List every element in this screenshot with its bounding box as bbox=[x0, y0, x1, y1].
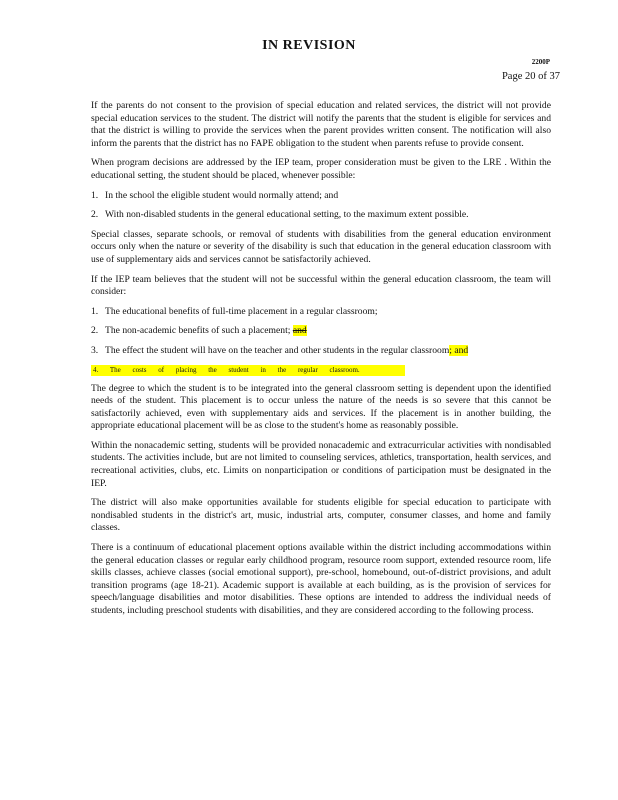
list-number: 2. bbox=[91, 325, 99, 337]
page-number: Page 20 of 37 bbox=[501, 71, 560, 82]
paragraph-nonacademic-setting: Within the nonacademic setting, students will be provided nonacademic and extracurricular activities with nondisabled students. The activities include, but are not limited to counseling services, athletics, transportation, health services, and recreational activities, clubs, etc. Limits on nonparticipation or conditions of participation must be designated in the IEP. bbox=[91, 439, 551, 489]
list-text: The effect the student will have on the teacher and other students in the regular classroom bbox=[105, 344, 450, 356]
paragraph-iep-team: If the IEP team believes that the student will not be successful within the general education classroom, the team will consider: bbox=[91, 273, 551, 298]
list-item bbox=[91, 306, 551, 319]
paragraph-integration-degree: The degree to which the student is to be integrated into the general classroom setting is dependent upon the identified needs of the student. This placement is to occur unless the nature of the needs is so severe that this cannot be satisfactorily achieved, even with supplementary aids and services. If the placement is in another building, the appropriate educational placement will be as close to the student's home as reasonably possible. bbox=[91, 382, 551, 432]
paragraph-opportunities: The district will also make opportunities available for students eligible for special education to participate with nondisabled students in the district's art, music, industrial arts, computer, consumer classes, and home and family classes. bbox=[91, 497, 551, 534]
list-item bbox=[91, 345, 551, 358]
list-text: The non-academic benefits of such a placement; bbox=[105, 325, 291, 337]
list-item bbox=[91, 209, 551, 222]
list-text: In the school the eligible student would normally attend; and bbox=[105, 189, 339, 201]
list-item bbox=[91, 325, 551, 338]
list-number: 1. bbox=[91, 305, 99, 317]
list-text: With non-disabled students in the general educational setting, to the maximum extent possible. bbox=[105, 209, 469, 221]
paragraph-program-decisions: When program decisions are addressed by the IEP team, proper consideration must be given to the LRE . Within the educational setting, the student should be placed, whenever possible: bbox=[91, 157, 551, 181]
inserted-text: ; and bbox=[449, 344, 469, 356]
inserted-list-item: 4. The costs of placing the student in the regular classroom. bbox=[91, 365, 405, 376]
list-text-wrap bbox=[105, 325, 551, 338]
policy-code: 2200P bbox=[531, 58, 550, 66]
paragraph-continuum: There is a continuum of educational placement options available within the district including accommodations within the general education classes or regular early childhood program, resource room support, extended resource room, life skills classes, achieve classes (social emotional support), pre-school, homebound, out-of-district provisions, and adult transition programs (age 18-21). Academic support is available at each building, as is the provision of services for speech/language disabilities and motor disabilities. These options are intended to address the individual needs of students, including preschool students with disabilities, and they are considered according to the following process. bbox=[91, 542, 551, 616]
page-title: IN REVISION bbox=[262, 38, 356, 53]
paragraph-parental-consent: If the parents do not consent to the provision of special education and related services, the district will not provide special education services to the student. The district will notify the parents that the student is eligible for services and that the district is willing to provide the services when the parent provides written consent. The notification will also inform the parents that the district has no FAPE obligation to the student when parents refuse to provide consent. bbox=[91, 100, 551, 149]
paragraph-special-classes: Special classes, separate schools, or removal of students with disabilities from the general education environment occurs only when the nature or severity of the disability is such that education in the general education classroom with use of supplementary aids and services cannot be satisfactorily achieved. bbox=[91, 228, 551, 265]
list-text-wrap bbox=[105, 345, 551, 358]
document-body bbox=[91, 100, 551, 625]
list-number: 1. bbox=[91, 189, 99, 201]
list-number: 3. bbox=[91, 344, 99, 356]
deleted-text: and bbox=[292, 325, 307, 337]
list-number: 2. bbox=[91, 209, 99, 221]
list-item bbox=[91, 190, 551, 203]
list-text: The educational benefits of full-time placement in a regular classroom; bbox=[105, 305, 378, 317]
